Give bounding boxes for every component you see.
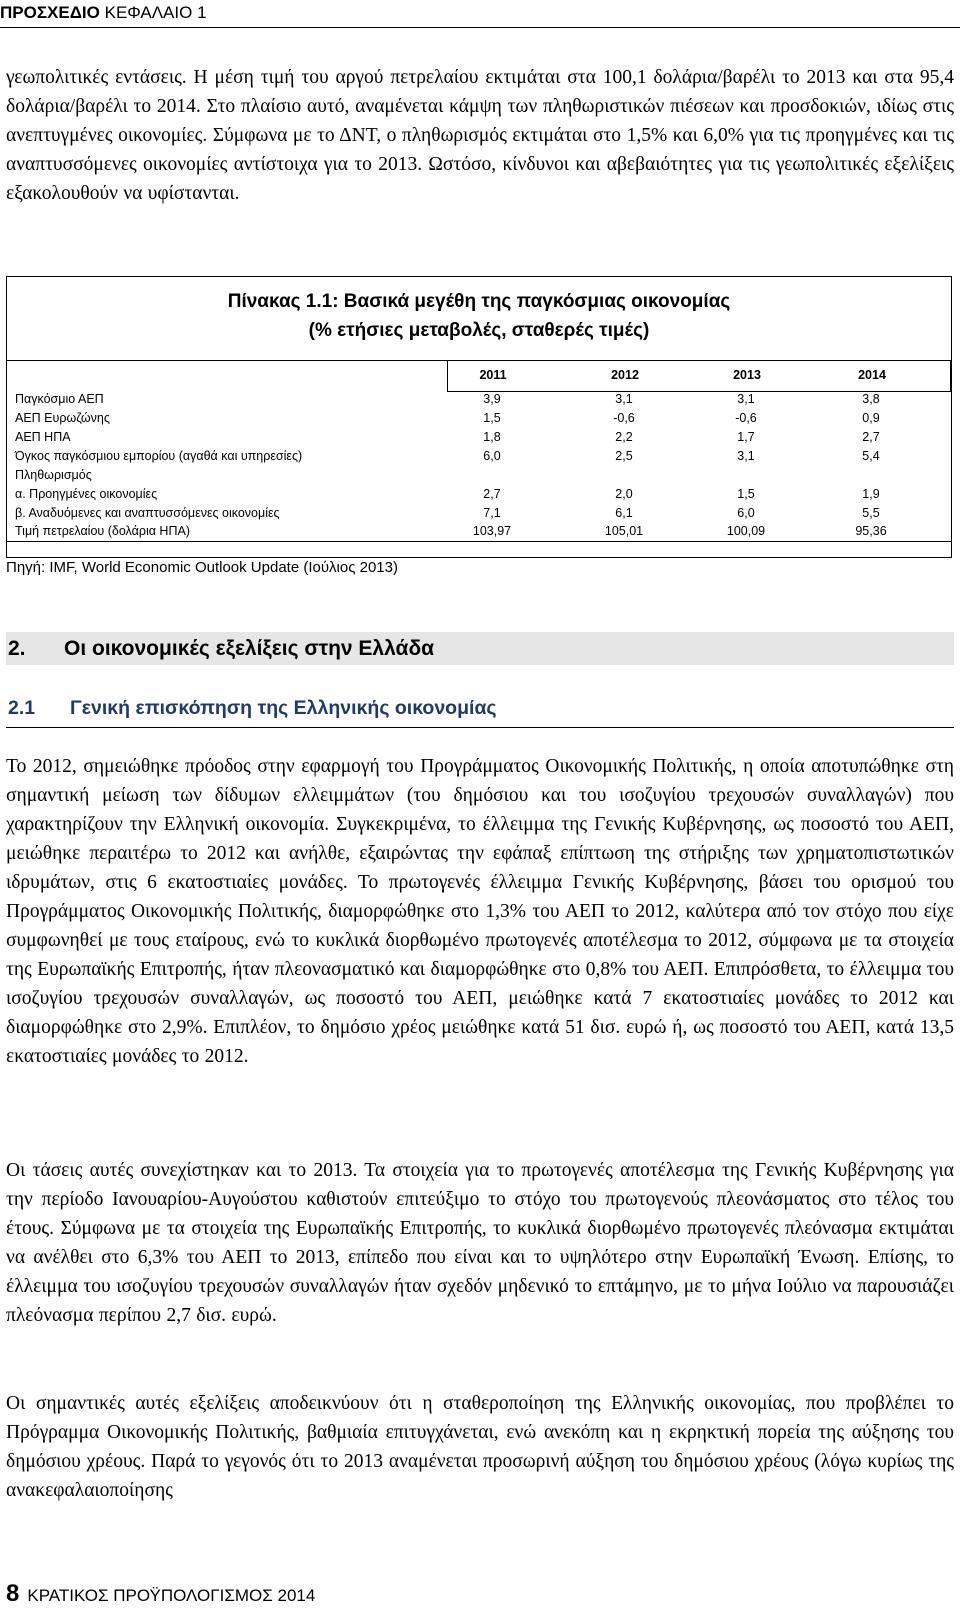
table-row — [7, 390, 951, 409]
cell: 100,09 — [726, 524, 766, 538]
year-header: 2014 — [858, 368, 886, 382]
cell: 3,9 — [483, 392, 501, 406]
header-bold: ΠΡΟΣΧΕΔΙΟ — [0, 3, 100, 22]
page-number: 8 — [6, 1580, 20, 1607]
cell: 7,1 — [483, 506, 501, 520]
cell: 2,0 — [615, 487, 633, 501]
body-paragraph: Οι τάσεις αυτές συνεχίστηκαν και το 2013. Τα στοιχεία για το πρωτογενές αποτέλεσμα της Γενικής Κυβέρνησης για την περίοδο Ιανουαρίου-Αυγούστου καθιστούν επιτεύξιμο το στόχο του πρωτογενούς πλεονάσματος στο τέλος του έτους. Σύμφωνα με τα στοιχεία της Ευρωπαϊκής Επιτροπής, το κυκλικά διορθωμένο πρωτογενές πλεόνασμα εκτιμάται να ανέλθει στο 6,3% του ΑΕΠ το 2013, επίπεδο που είναι και το υψηλότερο στην Ευρωπαϊκή Ένωση. Επίσης, το έλλειμμα του ισοζυγίου τρεχουσών συναλλαγών ήταν σχεδόν μηδενικό το επτάμηνο, με το μήνα Ιούλιο να παρουσιάζει πλεόνασμα περίπου 2,7 δισ. ευρώ. — [6, 1160, 954, 1326]
header-rule — [0, 27, 960, 28]
table-row — [7, 504, 951, 523]
table-row — [7, 428, 951, 447]
cell: 5,5 — [862, 506, 880, 520]
row-label: Παγκόσμιο ΑΕΠ — [15, 392, 104, 406]
page-header — [0, 0, 960, 26]
cell: 6,0 — [483, 449, 501, 463]
cell: 2,2 — [615, 430, 633, 444]
cell: 5,4 — [862, 449, 880, 463]
footer-title: ΚΡΑΤΙΚΟΣ ΠΡΟΫΠΟΛΟΓΙΣΜΟΣ 2014 — [27, 1586, 316, 1605]
cell: 1,7 — [737, 430, 755, 444]
cell: 103,97 — [472, 524, 512, 538]
table-title-line1: Πίνακας 1.1: Βασικά μεγέθη της παγκόσμιας οικονομίας — [227, 291, 731, 312]
table-row — [7, 485, 951, 504]
cell: 6,1 — [615, 506, 633, 520]
table-title — [7, 287, 951, 345]
cell: 0,9 — [862, 411, 880, 425]
cell: 105,01 — [604, 524, 644, 538]
cell: 6,0 — [737, 506, 755, 520]
intro-paragraph: γεωπολιτικές εντάσεις. Η μέση τιμή του αργού πετρελαίου εκτιμάται στα 100,1 δολάρια/βαρέλι το 2013 και στα 95,4 δολάρια/βαρέλι το 2014. Στο πλαίσιο αυτό, αναμένεται κάμψη των πληθωριστικών πιέσεων και προσδοκιών, ιδίως στις ανεπτυγμένες οικονομίες. Σύμφωνα με το ΔΝΤ, ο πληθωρισμός εκτιμάται στο 1,5% και 6,0% για τις προηγμένες και τις αναπτυσσόμενες οικονομίες αντίστοιχα για το 2013. Ωστόσο, κίνδυνοι και αβεβαιότητες για τις γεωπολιτικές εξελίξεις εξακολουθούν να υφίστανται. — [6, 67, 954, 204]
cell: 1,5 — [737, 487, 755, 501]
table-row — [7, 522, 951, 541]
cell: 1,5 — [483, 411, 501, 425]
subsection-number: 2.1 — [8, 697, 36, 719]
section-number: 2. — [8, 637, 26, 660]
table-row — [7, 409, 951, 428]
cell: 3,1 — [737, 392, 755, 406]
body-paragraph: Οι σημαντικές αυτές εξελίξεις αποδεικνύουν ότι η σταθεροποίηση της Ελληνικής οικονομίας, που προβλέπει το Πρόγραμμα Οικονομικής Πολιτικής, βαθμιαία επιτυγχάνεται, ενώ ανεκόπη και η εκρηκτική πορεία της αύξησης του δημόσιου χρέους. Παρά το γεγονός ότι το 2013 αναμένεται προσωρινή αύξηση του δημόσιου χρέους (λόγω κυρίως της ανακεφαλαιοποίησης — [6, 1393, 954, 1501]
cell: 2,5 — [615, 449, 633, 463]
row-label: Όγκος παγκόσμιου εμπορίου (αγαθά και υπηρεσίες) — [15, 449, 303, 463]
row-label: ΑΕΠ Ευρωζώνης — [15, 411, 110, 425]
table-source: Πηγή: IMF, World Economic Outlook Update (Ιούλιος 2013) — [6, 559, 398, 576]
year-header: 2012 — [611, 368, 639, 382]
table-title-line2: (% ετήσιες μεταβολές, σταθερές τιμές) — [308, 320, 650, 341]
cell: 2,7 — [862, 430, 880, 444]
cell: 3,8 — [862, 392, 880, 406]
section-heading — [6, 632, 954, 665]
cell: 1,9 — [862, 487, 880, 501]
header-rest: ΚΕΦΑΛΑΙΟ 1 — [99, 3, 207, 22]
table-row — [7, 466, 951, 485]
economy-table — [6, 276, 952, 558]
cell: 2,7 — [483, 487, 501, 501]
cell: 1,8 — [483, 430, 501, 444]
row-label: ΑΕΠ ΗΠΑ — [15, 430, 71, 444]
year-header: 2013 — [733, 368, 761, 382]
cell: 3,1 — [737, 449, 755, 463]
cell: 95,36 — [855, 524, 887, 538]
table-bottom-rule — [7, 541, 951, 542]
table-year-header — [447, 360, 951, 392]
row-label: Τιμή πετρελαίου (δολάρια ΗΠΑ) — [15, 524, 190, 538]
subsection-rule — [6, 727, 954, 728]
row-label: α. Προηγμένες οικονομίες — [15, 487, 158, 501]
year-header: 2011 — [479, 368, 507, 382]
subsection-title: Γενική επισκόπηση της Ελληνικής οικονομίας — [70, 697, 497, 719]
subsection-heading — [6, 693, 954, 724]
body-paragraph: Το 2012, σημειώθηκε πρόοδος στην εφαρμογή του Προγράμματος Οικονομικής Πολιτικής, η οποία αποτυπώθηκε στη σημαντική μείωση των δίδυμων ελλειμμάτων (του δημόσιου και του ισοζυγίου τρεχουσών συναλλαγών) που χαρακτηρίζουν την Ελληνική οικονομία. Συγκεκριμένα, το έλλειμμα της Γενικής Κυβέρνησης, ως ποσοστό του ΑΕΠ, μειώθηκε περαιτέρω το 2012 και ανήλθε, εξαιρώντας την εφάπαξ επίπτωση της στήριξης των χρηματοπιστωτικών ιδρυμάτων, στις 6 εκατοστιαίες μονάδες. Το πρωτογενές έλλειμμα Γενικής Κυβέρνησης, βάσει του ορισμού του Προγράμματος Οικονομικής Πολιτικής, διαμορφώθηκε στο 1,3% του ΑΕΠ το 2012, καλύτερα από τον στόχο που είχε συμφωνηθεί με τους εταίρους, ενώ το κυκλικά διορθωμένο πρωτογενές αποτέλεσμα το 2012, σύμφωνα με τα στοιχεία της Ευρωπαϊκής Επιτροπής, ήταν πλεονασματικό και διαμορφώθηκε στο 0,8% του ΑΕΠ. Επιπρόσθετα, το έλλειμμα του ισοζυγίου τρεχουσών συναλλαγών, ως ποσοστό του ΑΕΠ, μειώθηκε κατά 7 εκατοστιαίες μονάδες το 2012 και διαμορφώθηκε στο 2,9%. Επιπλέον, το δημόσιο χρέος μειώθηκε κατά 51 δισ. ευρώ ή, ως ποσοστό του ΑΕΠ, κατά 13,5 εκατοστιαίες μονάδες το 2012. — [6, 756, 954, 1067]
row-label: β. Αναδυόμενες και αναπτυσσόμενες οικονομίες — [15, 506, 280, 520]
page-footer — [6, 1580, 315, 1610]
cell: -0,6 — [735, 411, 757, 425]
cell: -0,6 — [613, 411, 635, 425]
cell: 3,1 — [615, 392, 633, 406]
table-row — [7, 447, 951, 466]
row-label: Πληθωρισμός — [15, 468, 92, 482]
section-title: Οι οικονομικές εξελίξεις στην Ελλάδα — [64, 637, 435, 660]
